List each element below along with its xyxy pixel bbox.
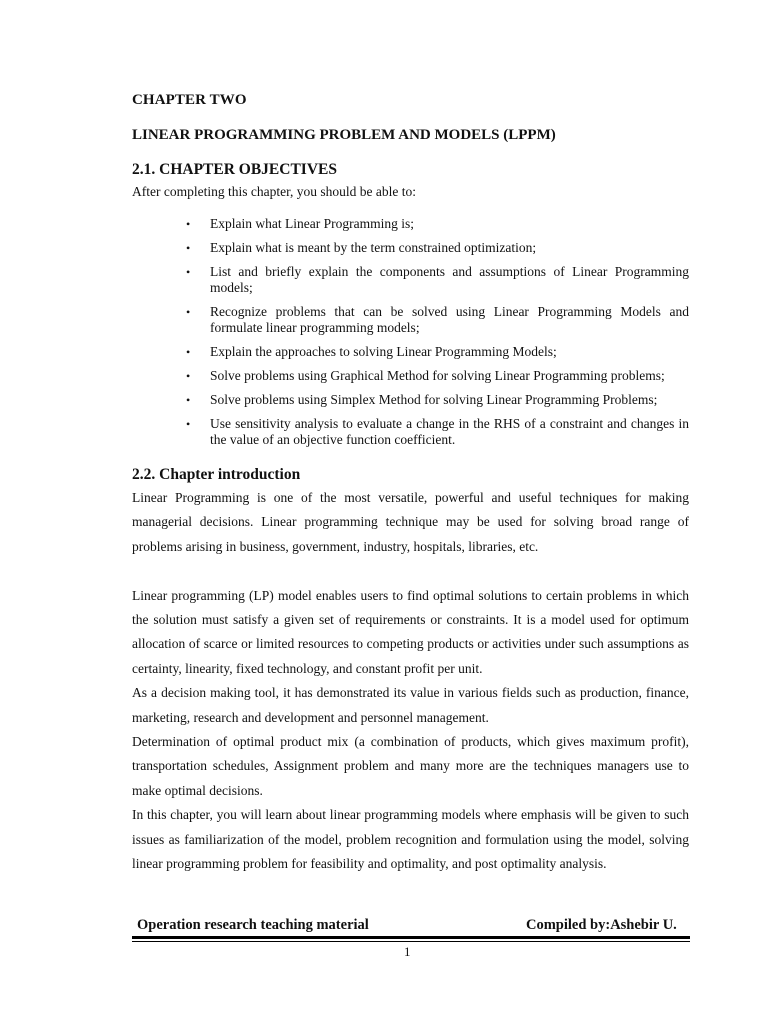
objective-text: Explain the approaches to solving Linear Programming Models; (210, 344, 557, 359)
footer-course-title: Operation research teaching material (137, 917, 369, 933)
objective-text: Solve problems using Graphical Method for solving Linear Programming problems; (210, 368, 665, 383)
objectives-heading: 2.1. CHAPTER OBJECTIVES (132, 161, 337, 178)
intro-body (132, 486, 689, 876)
objectives-intro: After completing this chapter, you should be able to: (132, 184, 417, 199)
bullet-icon: • (186, 217, 191, 231)
objectives-list (186, 216, 689, 456)
list-item (186, 240, 689, 256)
objective-text: Explain what Linear Programming is; (210, 216, 414, 231)
bullet-icon: • (186, 241, 191, 255)
bullet-icon: • (186, 345, 191, 359)
objective-text: Recognize problems that can be solved using Linear Programming Models and formulate linear programming models; (210, 304, 689, 335)
objective-text: Explain what is meant by the term constrained optimization; (210, 240, 537, 255)
footer-rule-thick (132, 936, 690, 939)
bullet-icon: • (186, 305, 191, 319)
bullet-icon: • (186, 265, 191, 279)
list-item (186, 368, 689, 384)
paragraph: Linear programming (LP) model enables users to find optimal solutions to certain problems in which the solution must satisfy a given set of requirements or constraints. It is a model used for optimum allocation of scarce or limited resources to competing products or activities under such assumptions as certainty, linearity, fixed technology, and constant profit per unit. (132, 587, 689, 676)
list-item (186, 216, 689, 232)
bullet-icon: • (186, 417, 191, 431)
list-item (186, 416, 689, 448)
list-item (186, 344, 689, 360)
list-item (186, 392, 689, 408)
objective-text: Use sensitivity analysis to evaluate a change in the RHS of a constraint and changes in the value of an objective function coefficient. (210, 416, 689, 447)
intro-heading: 2.2. Chapter introduction (132, 466, 301, 483)
page-number: 1 (404, 944, 411, 959)
bullet-icon: • (186, 369, 191, 383)
list-item (186, 304, 689, 336)
paragraph: Determination of optimal product mix (a combination of products, which gives maximum profit), transportation schedules, Assignment problem and many more are the techniques managers use to make optimal decisions. (132, 734, 689, 798)
objective-text: Solve problems using Simplex Method for solving Linear Programming Problems; (210, 392, 658, 407)
chapter-title: LINEAR PROGRAMMING PROBLEM AND MODELS (LPPM) (132, 127, 556, 143)
list-item (186, 264, 689, 296)
paragraph: As a decision making tool, it has demonstrated its value in various fields such as production, finance, marketing, research and development and personnel management. (132, 685, 689, 725)
bullet-icon: • (186, 393, 191, 407)
objective-text: List and briefly explain the components and assumptions of Linear Programming models; (210, 264, 689, 295)
paragraph: Linear Programming is one of the most versatile, powerful and useful techniques for making managerial decisions. Linear programming technique may be used for solving broad range of problems arising in business, government, industry, hospitals, libraries, etc. (132, 490, 689, 554)
paragraph: In this chapter, you will learn about linear programming models where emphasis will be given to such issues as familiarization of the model, problem recognition and formulation using the model, solving linear programming problem for feasibility and optimality, and post optimality analysis. (132, 807, 689, 872)
footer-author: Compiled by:Ashebir U. (526, 917, 677, 933)
footer-rule-thin (132, 941, 690, 942)
chapter-label: CHAPTER TWO (132, 92, 247, 108)
